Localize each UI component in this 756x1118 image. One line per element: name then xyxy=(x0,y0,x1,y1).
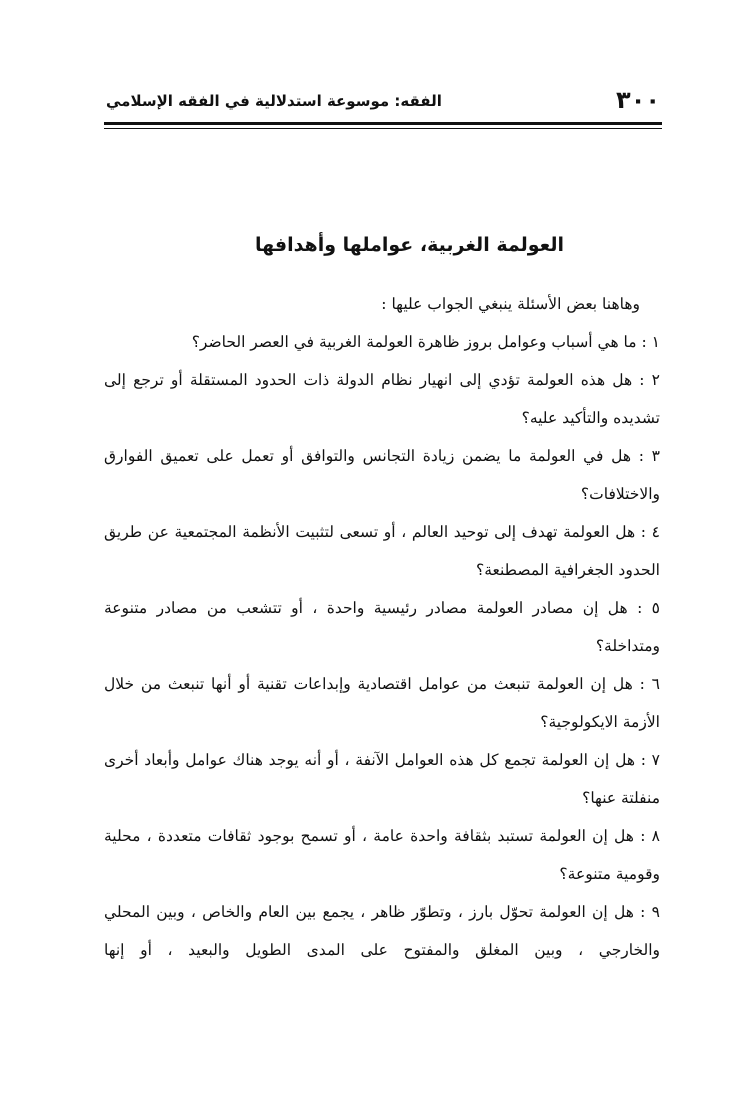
question-4: ٤ : هل العولمة تهدف إلى توحيد العالم ، أو تسعى لتثبيت الأنظمة المجتمعية عن طريق الحدود الجغرافية المصطنعة؟ xyxy=(104,523,660,579)
question-7: ٧ : هل إن العولمة تجمع كل هذه العوامل الآنفة ، أو أنه يوجد هناك عوامل وأبعاد أخرى منفلتة عنها؟ xyxy=(104,751,660,807)
question-9: ٩ : هل إن العولمة تحوّل بارز ، وتطوّر ظاهر ، يجمع بين العام والخاص ، وبين المحلي والخارجي ، وبين المغلق والمفتوح على المدى الطويل والبعيد ، أو إنها xyxy=(104,903,660,959)
header-rule-thick xyxy=(104,122,662,125)
body-text xyxy=(104,285,660,969)
question-3: ٣ : هل في العولمة ما يضمن زيادة التجانس والتوافق أو تعمل على تعميق الفوارق والاختلافات؟ xyxy=(104,447,660,503)
running-header xyxy=(106,82,660,122)
question-5: ٥ : هل إن مصادر العولمة مصادر رئيسية واحدة ، أو تتشعب من مصادر متنوعة ومتداخلة؟ xyxy=(104,599,660,655)
question-1: ١ : ما هي أسباب وعوامل بروز ظاهرة العولمة الغربية في العصر الحاضر؟ xyxy=(191,333,660,351)
header-rule-thin xyxy=(104,128,662,129)
question-2: ٢ : هل هذه العولمة تؤدي إلى انهيار نظام الدولة ذات الحدود المستقلة أو ترجع إلى تشديده والتأكيد عليه؟ xyxy=(104,371,660,427)
page-number: ٣٠٠ xyxy=(616,86,660,114)
question-6: ٦ : هل إن العولمة تنبعث من عوامل اقتصادية وإبداعات تقنية أو أنها تنبعث من خلال الأزمة الايكولوجية؟ xyxy=(104,675,660,731)
question-8: ٨ : هل إن العولمة تستبد بثقافة واحدة عامة ، أو تسمح بوجود ثقافات متعددة ، محلية وقومية متنوعة؟ xyxy=(104,827,660,883)
section-title: العولمة الغربية، عواملها وأهدافها xyxy=(254,234,564,256)
intro-paragraph: وهاهنا بعض الأسئلة ينبغي الجواب عليها : xyxy=(381,295,640,313)
running-title: الفقه: موسوعة استدلالية في الفقه الإسلامي xyxy=(106,92,442,110)
